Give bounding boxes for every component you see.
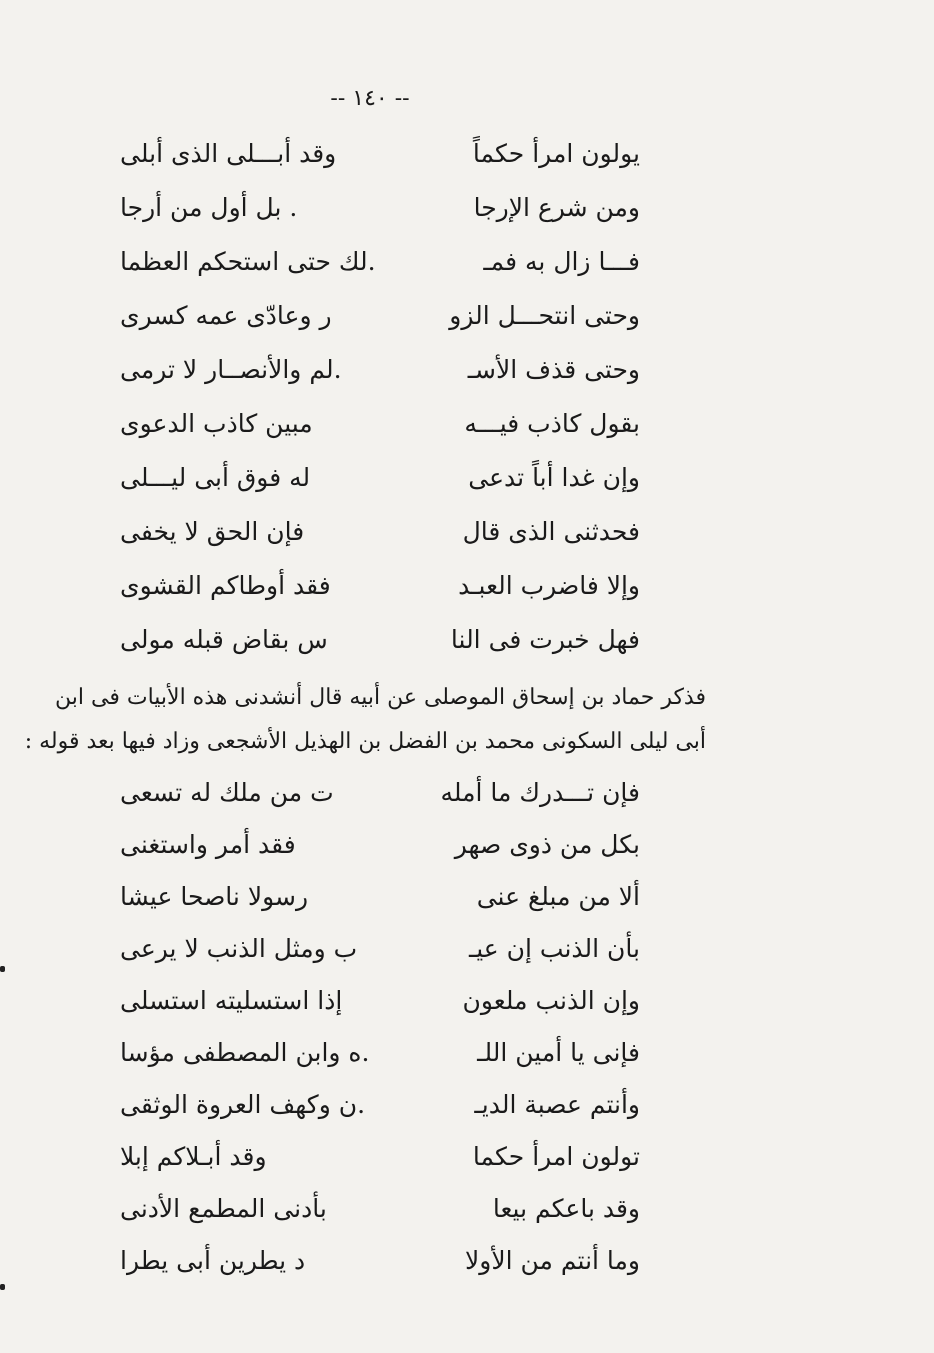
verse-line (120, 180, 640, 234)
poem-section-1 (120, 126, 640, 666)
verse-second-hemistich: وقد أبـلاكم إبلا (120, 1141, 267, 1171)
verse-first-hemistich: يولون امرأ حكماً (472, 138, 640, 168)
verse-first-hemistich: فـــا زال به فمـ (483, 246, 640, 276)
verse-first-hemistich: ومن شرع الإرجا (473, 192, 640, 222)
verse-line (120, 558, 640, 612)
verse-first-hemistich: وما أنتم من الأولا (465, 1245, 640, 1275)
verse-second-hemistich: له فوق أبى ليـــلى (120, 462, 311, 492)
verse-second-hemistich: د يطرين أبى يطرا (120, 1245, 306, 1275)
verse-line (120, 450, 640, 504)
verse-line (120, 612, 640, 666)
verse-first-hemistich: ألا من مبلغ عنى (476, 881, 640, 911)
verse-line (120, 766, 640, 818)
verse-first-hemistich: بأن الذنب إن عيـ (468, 933, 640, 963)
verse-first-hemistich: وقد باعكم بيعا (492, 1193, 640, 1223)
verse-first-hemistich: فهل خبرت فى النا (450, 624, 640, 654)
verse-second-hemistich: فإن الحق لا يخفى (120, 516, 305, 546)
verse-first-hemistich: وإلا فاضرب العبـد (458, 570, 640, 600)
verse-second-hemistich: .ن وكهف العروة الوثقى (120, 1089, 366, 1119)
verse-first-hemistich: فإنى يا أمين اللـ (477, 1037, 640, 1067)
verse-second-hemistich: ت من ملك له تسعى (120, 777, 334, 807)
verse-line (120, 922, 640, 974)
verse-second-hemistich: مبين كاذب الدعوى (120, 408, 313, 438)
verse-second-hemistich: .لك حتى استحكم العظما (120, 246, 376, 276)
verse-first-hemistich: وحتى قذف الأسـ (467, 354, 640, 384)
verse-first-hemistich: وأنتم عصبة الديـ (474, 1089, 640, 1119)
verse-line (120, 342, 640, 396)
verse-first-hemistich: فإن تـــدرك ما أمله (440, 777, 640, 807)
prose-line: أبى ليلى السكونى محمد بن الفضل بن الهذيل الأشجعى وزاد فيها بعد قوله : (24, 729, 706, 754)
verse-first-hemistich: وإن الذنب ملعون (462, 985, 640, 1015)
verse-first-hemistich: وحتى انتحـــل الزو (449, 300, 640, 330)
verse-first-hemistich: تولون امرأ حكما (472, 1141, 640, 1171)
verse-first-hemistich: بقول كاذب فيـــه (464, 408, 640, 438)
verse-line (120, 126, 640, 180)
verse-line (120, 1026, 640, 1078)
verse-second-hemistich: ب ومثل الذنب لا يرعى (120, 933, 358, 963)
verse-line (120, 974, 640, 1026)
verse-first-hemistich: فحدثنى الذى قال (462, 516, 640, 546)
margin-speck (0, 966, 5, 972)
verse-second-hemistich: بأدنى المطمع الأدنى (120, 1193, 327, 1223)
prose-line: فذكر حماد بن إسحاق الموصلى عن أبيه قال أنشدنى هذه الأبيات فى ابن (55, 685, 706, 710)
verse-line (120, 870, 640, 922)
poem-section-2 (120, 766, 640, 1286)
verse-second-hemistich: .لم والأنصــار لا ترمى (120, 354, 342, 384)
verse-line (120, 818, 640, 870)
verse-line (120, 1130, 640, 1182)
margin-speck (0, 1284, 5, 1290)
verse-second-hemistich: . بل أول من أرجا (120, 192, 298, 222)
verse-second-hemistich: وقد أبـــلى الذى أبلى (120, 138, 337, 168)
verse-second-hemistich: ر وعادّى عمه كسرى (120, 300, 332, 330)
verse-second-hemistich: .ه وابن المصطفى مؤسا (120, 1037, 370, 1067)
verse-second-hemistich: فقد أمر واستغنى (120, 829, 296, 859)
verse-line (120, 1078, 640, 1130)
verse-line (120, 504, 640, 558)
verse-first-hemistich: وإن غدا أباً تدعى (468, 462, 640, 492)
page-number: -- ١٤٠ -- (330, 86, 410, 111)
verse-second-hemistich: رسولا ناصحا عيشا (120, 881, 309, 911)
verse-second-hemistich: فقد أوطاكم القشوى (120, 570, 331, 600)
verse-line (120, 288, 640, 342)
verse-second-hemistich: س بقاض قبله مولى (120, 624, 328, 654)
verse-line (120, 1182, 640, 1234)
verse-line (120, 1234, 640, 1286)
verse-line (120, 234, 640, 288)
prose-paragraph (24, 676, 706, 764)
verse-line (120, 396, 640, 450)
verse-second-hemistich: إذا استسليته استسلى (120, 985, 343, 1015)
verse-first-hemistich: بكل من ذوى صهر (454, 829, 640, 859)
